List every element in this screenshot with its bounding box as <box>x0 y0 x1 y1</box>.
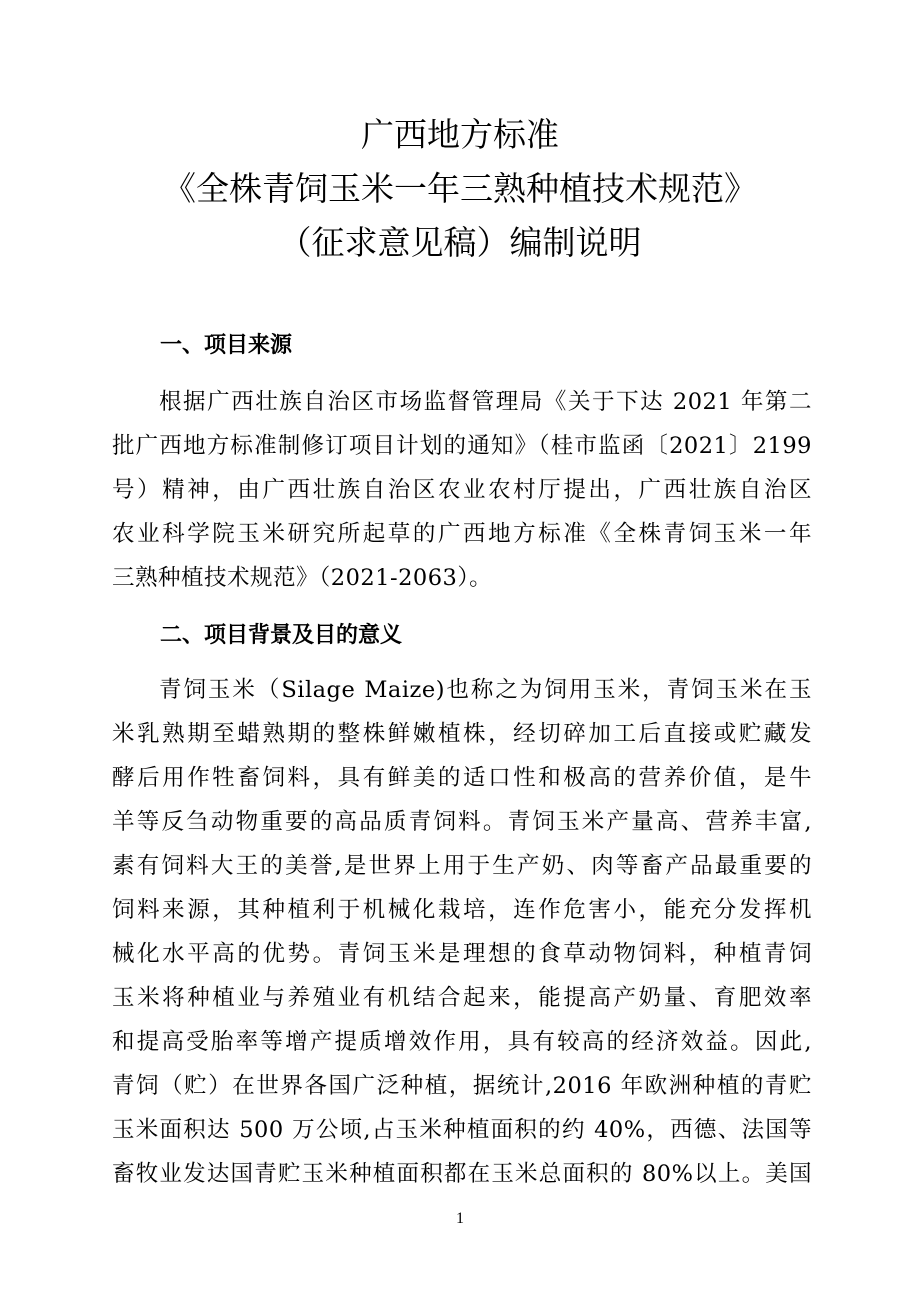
paragraph-line: 号）精神，由广西壮族自治区农业农村厅提出，广西壮族自治区 <box>112 477 812 503</box>
page-number: 1 <box>456 1210 464 1227</box>
paragraph-line: 羊等反刍动物重要的高品质青饲料。青饲玉米产量高、营养丰富, <box>112 809 812 835</box>
paragraph-line: 酵后用作牲畜饲料，具有鲜美的适口性和极高的营养价值，是牛 <box>112 765 812 791</box>
paragraph-line: 玉米将种植业与养殖业有机结合起来，能提高产奶量、育肥效率 <box>112 985 812 1011</box>
paragraph-line: 米乳熟期至蜡熟期的整株鲜嫩植株，经切碎加工后直接或贮藏发 <box>112 721 812 747</box>
title-line-3: （征求意见稿）编制说明 <box>278 223 642 262</box>
paragraph-line: 畜牧业发达国青贮玉米种植面积都在玉米总面积的 80%以上。美国 <box>112 1161 812 1187</box>
paragraph-line: 素有饲料大王的美誉,是世界上用于生产奶、肉等畜产品最重要的 <box>112 853 812 879</box>
title-line-2: 《全株青饲玉米一年三熟种植技术规范》 <box>163 169 757 208</box>
paragraph-line: 根据广西壮族自治区市场监督管理局《关于下达 2021 年第二 <box>159 389 812 415</box>
paragraph-line: 批广西地方标准制修订项目计划的通知》（桂市监函〔2021〕2199 <box>112 433 812 459</box>
title-line-1: 广西地方标准 <box>361 115 559 154</box>
section-heading-1: 一、项目来源 <box>160 333 293 358</box>
section-heading-2: 二、项目背景及目的意义 <box>160 623 403 648</box>
paragraph-line: 青饲（贮）在世界各国广泛种植，据统计,2016 年欧洲种植的青贮 <box>112 1073 812 1099</box>
paragraph-line: 玉米面积达 500 万公顷,占玉米种植面积的约 40%，西德、法国等 <box>112 1117 812 1143</box>
paragraph-line: 青饲玉米（Silage Maize)也称之为饲用玉米，青饲玉米在玉 <box>159 677 812 703</box>
paragraph-line: 三熟种植技术规范》（2021-2063）。 <box>112 565 493 591</box>
document-title <box>0 108 920 270</box>
paragraph-line: 和提高受胎率等增产提质增效作用，具有较高的经济效益。因此, <box>112 1029 812 1055</box>
paragraph-line: 农业科学院玉米研究所起草的广西地方标准《全株青饲玉米一年 <box>112 521 812 547</box>
paragraph-line: 械化水平高的优势。青饲玉米是理想的食草动物饲料，种植青饲 <box>112 941 812 967</box>
paragraph-line: 饲料来源，其种植利于机械化栽培，连作危害小，能充分发挥机 <box>112 897 812 923</box>
